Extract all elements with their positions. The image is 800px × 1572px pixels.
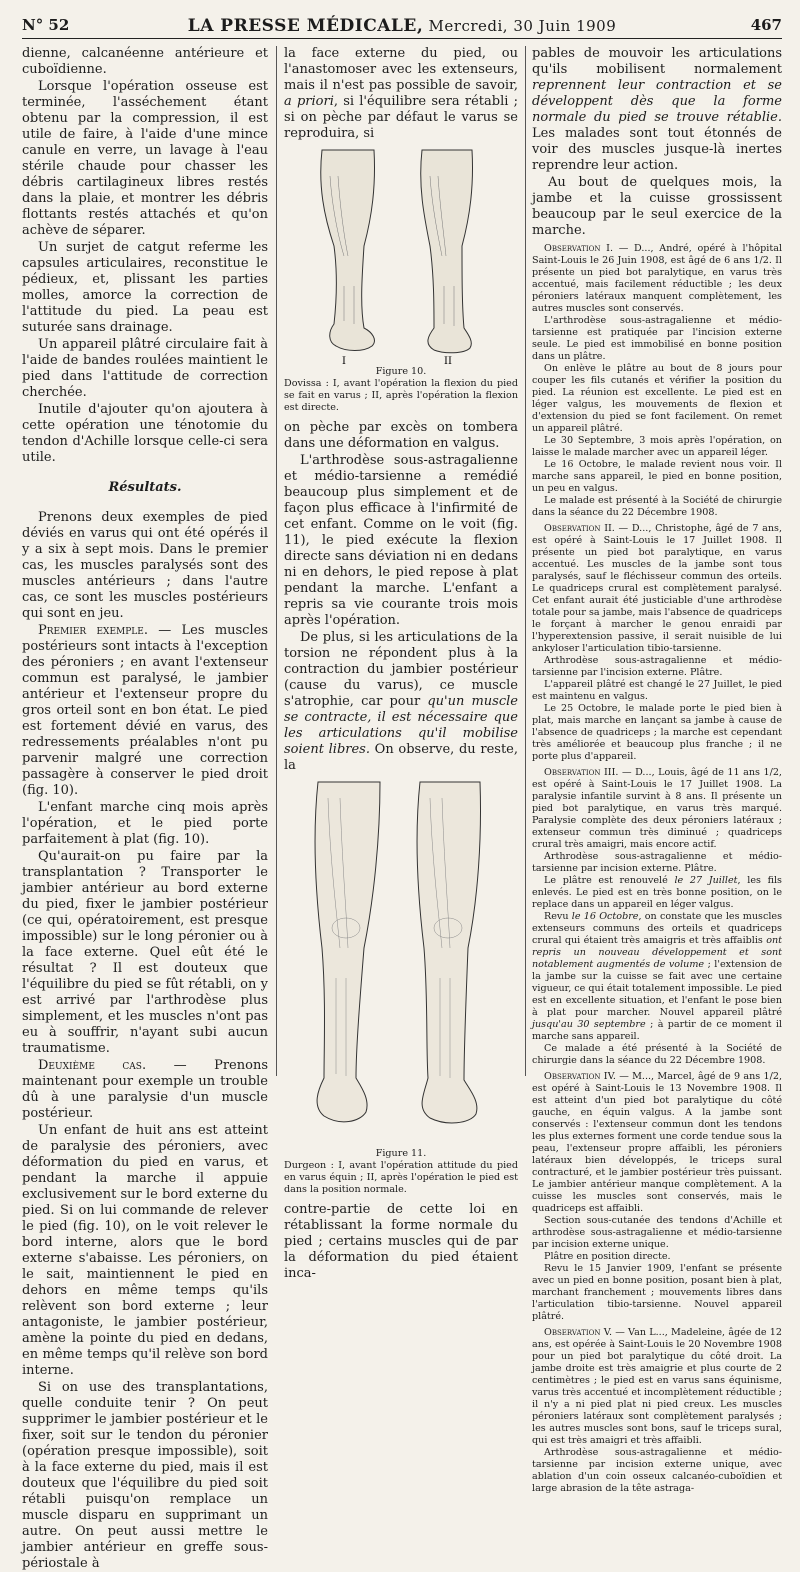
observation-body: — M..., Marcel, âgé de 9 ans 1/2, est opéré à Saint-Louis le 13 Novembre 1908. Il est atteint d'un pied bot paralytique du côté gauche, en équin valgus. A la jambe sont conservés : l'extenseur commun dont les tendons les plus externes forment une corde tendue sous la peau, l'extenseur propre affaibli, les péroniers latéraux bien développés, le triceps sural contracturé, et le jambier postérieur très puissant. Le jambier antérieur manque complètement. A la cuisse les muscles sont conservés, mais le quadriceps est affaibli. — [532, 1071, 783, 1214]
observation-text — [532, 911, 782, 1043]
observation-text — [532, 1071, 782, 1215]
emphasis: le 27 Juillet — [674, 875, 738, 886]
observation-text: Arthrodèse sous-astragalienne et médio-tarsienne par incision externe unique, avec ablation d'un coin osseux calcanéo-cuboïdien et large abrasion de la tête astraga- — [532, 1447, 782, 1494]
paragraph-text: la face externe du pied, ou l'anastomoser avec les extenseurs, mais il n'est pas possible de savoir, — [284, 46, 518, 93]
paragraph: Un appareil plâtré circulaire fait à l'aide de bandes roulées maintient le pied dans l'attitude de correction cherchée. — [22, 337, 268, 400]
paragraph — [22, 623, 268, 799]
paragraph: Si on use des transplantations, quelle conduite tenir ? On peut supprimer le jambier postérieur et le fixer, soit sur le tendon du péronier (opération presque impossible), soit à la face externe du pied, mais il est douteux que l'équilibre du pied soit rétabli puisqu'on remplace un muscle disparu en supprimant un autre. On peut aussi mettre le jambier antérieur en greffe sous-périostale à — [22, 1380, 268, 1571]
paragraph-text: On observe, du reste, la — [284, 742, 518, 773]
column-rule — [525, 46, 526, 1076]
paragraph: Un surjet de catgut referme les capsules articulaires, reconstitue le pédieux, et, plissant les parties molles, amorce la correction de l'attitude du pied. La peau est suturée sans drainage. — [22, 240, 268, 335]
paragraph-text: pables de mouvoir les articulations qu'ils mobilisent normalement — [532, 46, 782, 77]
figure-11-legend: Durgeon : I, avant l'opération attitude du pied en varus équin ; II, après l'opération le pied est dans la position normale. — [284, 1160, 518, 1195]
issue-date: Mercredi, 30 Juin 1909 — [428, 17, 617, 35]
observation-text: Le 25 Octobre, le malade porte le pied bien à plat, mais marche en lançant sa jambe à cause de l'absence de quadriceps ; la marche est cependant très améliorée et beaucoup plus franche ; il ne porte plus d'appareil. — [532, 703, 782, 762]
observation-text — [532, 1327, 782, 1447]
paragraph: Inutile d'ajouter qu'on ajoutera à cette opération une ténotomie du tendon d'Achille lorsque celle-ci sera utile. — [22, 402, 268, 465]
journal-name: LA PRESSE MÉDICALE, — [187, 16, 424, 36]
observation-body: , les fils enlevés. Le pied est en très bonne position, on le replace dans un appareil en léger valgus. — [532, 875, 782, 910]
observation-text — [532, 767, 782, 851]
observation-text: Arthrodèse sous-astragalienne et médio-tarsienne par l'incision externe. Plâtre. — [532, 655, 782, 678]
fig10-label-2: II — [444, 356, 452, 367]
journal-title — [22, 16, 782, 36]
page-header — [22, 14, 782, 39]
figure-11-illustration — [284, 778, 518, 1148]
observation-3 — [532, 767, 782, 1067]
paragraph: L'arthrodèse sous-astragalienne et médio-tarsienne a remédié beaucoup plus simplement et de façon plus efficace à l'infirmité de cet enfant. Comme on le voit (fig. 11), le pied exécute la flexion directe sans déviation ni en dedans ni en dehors, le pied repose à plat pendant la marche. L'enfant a repris sa vie courante trois mois après l'opération. — [284, 453, 518, 628]
observation-text — [532, 523, 782, 655]
observation-text — [532, 243, 782, 315]
observation-body: Le plâtre est renouvelé — [544, 875, 675, 886]
lead-in: Observation III. — [544, 767, 619, 778]
emphasis: qu'un muscle se contracte, il est nécessaire que les articulations qu'il mobilise soient libres. — [284, 694, 518, 757]
observation-body: , on constate que les muscles extenseurs communs des orteils et quadriceps crural qui étaient très amaigris et très affaiblis — [532, 911, 782, 946]
observation-text: Le malade est présenté à la Société de chirurgie dans la séance du 22 Décembre 1908. — [532, 495, 782, 518]
column-rule — [276, 46, 277, 1076]
paragraph: contre-partie de cette loi en rétablissant la forme normale du pied ; certains muscles qui de par la déformation du pied étaient inca- — [284, 1202, 518, 1281]
observation-body: ; l'extension de la jambe sur la cuisse se fait avec une certaine vigueur, ce qui était totalement impossible. Le pied est en excellente situation, et l'enfant le pose bien à plat pour marcher. Nouvel appareil plâtré — [532, 959, 782, 1018]
observation-body: ; à partir de ce moment il marche sans appareil. — [532, 1019, 782, 1042]
paragraph-text: — Prenons maintenant pour exemple un trouble dû à une paralysie d'un muscle postérieur. — [22, 1058, 268, 1121]
observation-text: Le 30 Septembre, 3 mois après l'opération, on laisse le malade marcher avec un appareil léger. — [532, 435, 782, 458]
observation-text: Ce malade a été présenté à la Société de chirurgie dans la séance du 22 Décembre 1908. — [532, 1043, 782, 1066]
figure-10-legend: Dovissa : I, avant l'opération la flexion du pied se fait en varus ; II, après l'opération la flexion est directe. — [284, 378, 518, 413]
column-2 — [284, 46, 518, 1281]
issue-number: N° 52 — [22, 16, 70, 34]
emphasis: a priori — [284, 94, 334, 109]
lead-in: Observation I. — [544, 243, 614, 254]
emphasis: le 16 Octobre — [571, 911, 639, 922]
paragraph — [22, 1058, 268, 1122]
paragraph-text: , si l'équilibre sera rétabli ; si on pèche par défaut le varus se reproduira, si — [284, 94, 518, 141]
observation-text: On enlève le plâtre au bout de 8 jours pour couper les fils cutanés et vérifier la position du pied. La réunion est excellente. Le pied est en léger valgus, les mouvements de flexion et d'extension du pied se font facilement. On remet un appareil plâtré. — [532, 363, 782, 434]
lead-in: Premier exemple. — [38, 623, 148, 638]
observation-body: — D..., André, opéré à l'hôpital Saint-Louis le 26 Juin 1908, est âgé de 6 ans 1/2. Il présente un pied bot paralytique, en varus très accentué, mais facilement réductible ; les deux péroniers latéraux manquent complètement, les autres muscles sont conservés. — [532, 243, 783, 314]
observation-body: — Van L..., Madeleine, âgée de 12 ans, est opérée à Saint-Louis le 20 Novembre 1908 pour un pied bot paralytique du côté droit. La jambe droite est très amaigrie et plus courte de 2 centimètres ; le pied est en varus sans équinisme, varus très accentué et incomplètement réductible ; il n'y a ni pied plat ni pied creux. Les muscles péroniers latéraux sont complètement paralysés ; les autres muscles sont bons, sauf le triceps sural, qui est très amaigri et très affaibli. — [532, 1327, 782, 1446]
paragraph — [284, 630, 518, 774]
lead-in: Observation IV. — [544, 1071, 616, 1082]
column-3 — [532, 46, 783, 1494]
observation-text: Section sous-cutanée des tendons d'Achille et arthrodèse sous-astragalienne et médio-tarsienne par incision externe unique. — [532, 1215, 782, 1250]
figure-11-caption: Figure 11. — [375, 1148, 427, 1159]
paragraph: Au bout de quelques mois, la jambe et la cuisse grossissent beaucoup par le seul exercice de la marche. — [532, 175, 782, 238]
paragraph — [532, 46, 782, 174]
observation-text: L'arthrodèse sous-astragalienne et médio-tarsienne est pratiquée par l'incision externe seule. Le pied est immobilisé en bonne position dans un plâtre. — [532, 315, 782, 362]
observation-body: Revu — [544, 911, 572, 922]
emphasis: reprennent leur contraction et se développent dès que la forme normale du pied se trouve rétablie. — [532, 78, 782, 125]
paragraph: dienne, calcanéenne antérieure et cuboïdienne. — [22, 46, 268, 77]
paragraph: Lorsque l'opération osseuse est terminée, l'asséchement étant obtenu par la compression, il est utile de faire, à l'aide d'une mince canule en verre, un lavage à l'eau stérile chaude pour chasser les débris cartilagineux libres restés dans la plaie, et montrer les débris flottants restés attachés et qu'on achève de séparer. — [22, 79, 268, 238]
lead-in: Observation V. — [544, 1327, 613, 1338]
fig10-label-1: I — [342, 356, 346, 367]
section-heading: Résultats. — [108, 480, 182, 495]
observation-body: — D..., Christophe, âgé de 7 ans, est opéré à Saint-Louis le 17 Juillet 1908. Il présente un pied bot paralytique, en varus accentué. Les muscles de la jambe sont tous paralysés, sauf le fléchisseur commun des orteils. Le quadriceps crural est complètement paralysé. Cet enfant aurait été justiciable d'une arthrodèse totale pour sa jambe, mais l'absence de quadriceps le forçant à marcher le genou enraidi par l'hyperextension passive, il serait nuisible de lui ankyloser l'articulation tibio-tarsienne. — [532, 523, 782, 654]
paragraph-text: De plus, si les articulations de la torsion ne répondent plus à la contraction du jambier postérieur (cause du varus), ce muscle s'atrophie, car pour — [284, 630, 518, 709]
observation-body: — D..., Louis, âgé de 11 ans 1/2, est opéré à Saint-Louis le 17 Juillet 1908. La paralysie infantile survint à 8 ans. Il présente un pied bot paralytique, en varus très marqué. Paralysie complète des deux péroniers latéraux ; extenseur commun très diminué ; quadriceps crural très amaigri, mais encore actif. — [532, 767, 782, 850]
column-1 — [22, 46, 268, 1571]
observation-text: Le 16 Octobre, le malade revient nous voir. Il marche sans appareil, le pied en bonne position, un peu en valgus. — [532, 459, 782, 494]
lead-in: Observation II. — [544, 523, 615, 534]
figure-10-caption: Figure 10. — [375, 366, 427, 377]
paragraph: on pèche par excès on tombera dans une déformation en valgus. — [284, 420, 518, 451]
observation-text: Arthrodèse sous-astragalienne et médio-tarsienne par incision externe. Plâtre. — [532, 851, 782, 874]
figure-10 — [284, 146, 518, 414]
observation-2 — [532, 523, 782, 763]
paragraph: Un enfant de huit ans est atteint de paralysie des péroniers, avec déformation du pied en varus, et pendant la marche il appuie exclusivement sur le bord externe du pied. Si on lui commande de relever le pied (fig. 10), on le voit relever le bord interne, alors que le bord externe s'abaisse. Les péroniers, on le sait, maintiennent le pied en dehors en même temps qu'ils relèvent son bord externe ; leur antagoniste, le jambier postérieur, amène la pointe du pied en dedans, en même temps qu'il relève son bord interne. — [22, 1123, 268, 1378]
paragraph — [284, 46, 518, 142]
paragraph: L'enfant marche cinq mois après l'opération, et le pied porte parfaitement à plat (fig. 10). — [22, 800, 268, 847]
observation-text — [532, 875, 782, 911]
emphasis: jusqu'au 30 septembre — [532, 1019, 646, 1030]
figure-11 — [284, 778, 518, 1196]
observation-text: L'appareil plâtré est changé le 27 Juillet, le pied est maintenu en valgus. — [532, 679, 782, 702]
lead-in: Deuxième cas. — [38, 1058, 147, 1073]
paragraph-text: — Les muscles postérieurs sont intacts à l'exception des péroniers ; en avant l'extenseur commun est paralysé, le jambier antérieur et l'extenseur propre du gros orteil sont en bon état. Le pied est fortement dévié en varus, des redressements préalables n'ont pu parvenir malgré une correction passagère à conserver le pied droit (fig. 10). — [22, 623, 268, 798]
page-number: 467 — [750, 16, 782, 34]
paragraph: Prenons deux exemples de pied déviés en varus qui ont été opérés il y a six à sept mois. Dans le premier cas, les muscles paralysés sont des muscles antérieurs ; dans l'autre cas, ce sont les muscles postérieurs qui sont en jeu. — [22, 510, 268, 621]
observation-text: Revu le 15 Janvier 1909, l'enfant se présente avec un pied en bonne position, posant bien à plat, marchant franchement ; mouvements libres dans l'articulation tibio-tarsienne. Nouvel appareil plâtré. — [532, 1263, 782, 1322]
observation-text: Plâtre en position directe. — [544, 1251, 671, 1262]
paragraph-text: Les malades sont tout étonnés de voir des muscles jusque-là inertes reprendre leur action. — [532, 126, 782, 173]
figure-10-illustration — [284, 146, 518, 366]
paragraph: Qu'aurait-on pu faire par la transplantation ? Transporter le jambier antérieur au bord externe du pied, fixer le jambier postérieur (ce qui, opératoirement, est presque impossible) sur le long péronier ou à la face externe. Quel eût été le résultat ? Il est douteux que l'équilibre du pied se fût rétabli, on y est arrivé par l'arthrodèse plus simplement, et les muscles n'ont pas eu à souffrir, n'ayant subi aucun traumatisme. — [22, 849, 268, 1056]
emphasis: ont repris un nouveau développement et sont notablement augmentés de volume — [532, 935, 782, 970]
observation-5 — [532, 1327, 782, 1495]
observation-1 — [532, 243, 782, 519]
observation-4 — [532, 1071, 782, 1323]
